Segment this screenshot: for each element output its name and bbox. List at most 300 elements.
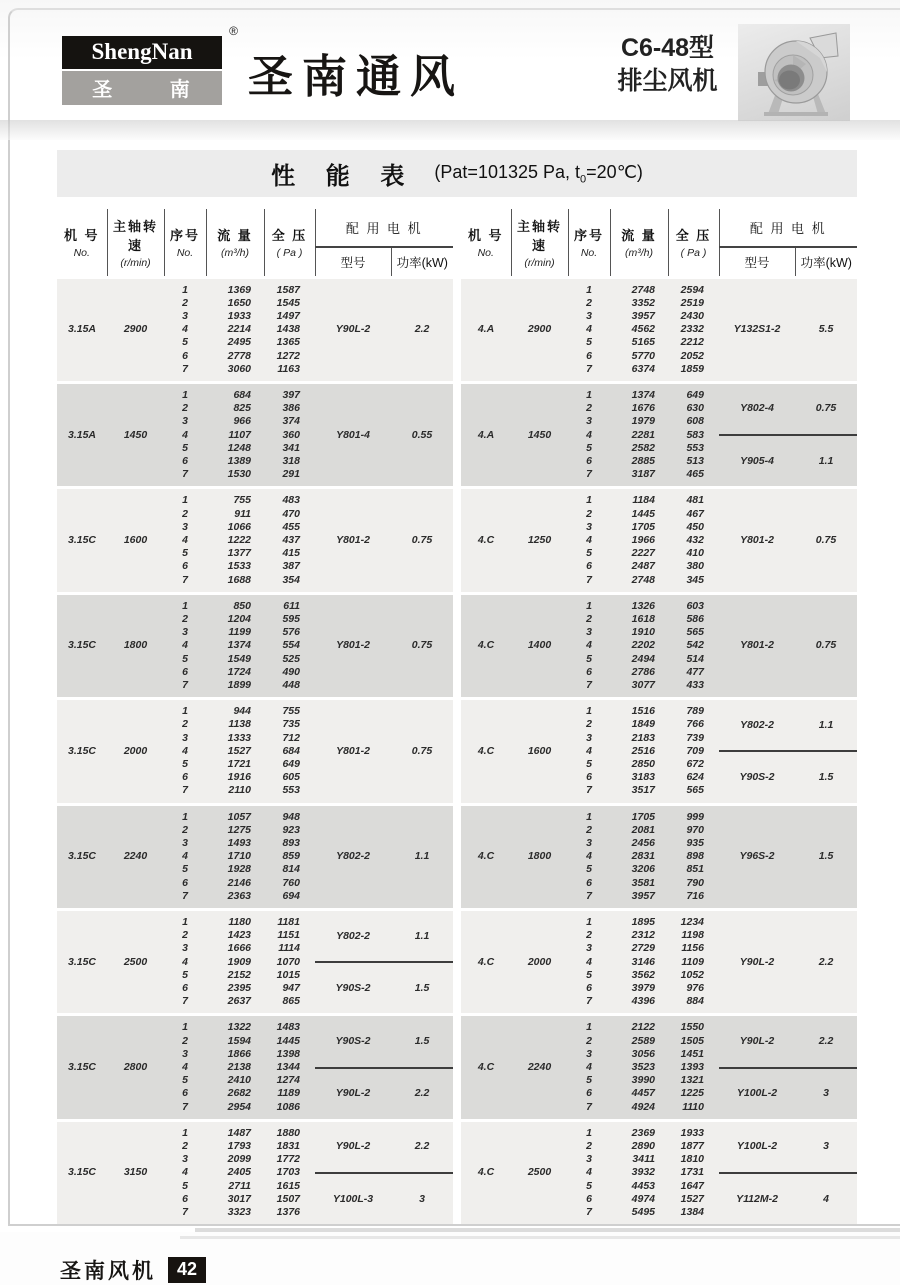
flow-cell: 755 (206, 488, 264, 508)
seq-cell: 4 (164, 745, 206, 758)
fan-model-cell: 3.15A (57, 277, 107, 382)
flow-cell: 1710 (206, 850, 264, 863)
pressure-cell: 1550 (668, 1015, 719, 1035)
motor-power: 1.1 (818, 718, 834, 731)
product-model-line1: C6-48型 (620, 34, 715, 62)
col-header: 全 压 ( Pa ) (264, 209, 315, 277)
pressure-cell: 595 (264, 613, 315, 626)
pressure-cell: 1181 (264, 910, 315, 930)
flow-cell: 2682 (206, 1087, 264, 1100)
pressure-cell: 2430 (668, 310, 719, 323)
seq-cell: 7 (164, 890, 206, 910)
flow-cell: 1199 (206, 626, 264, 639)
flow-cell: 3932 (610, 1166, 668, 1179)
flow-cell: 850 (206, 593, 264, 613)
flow-cell: 4562 (610, 323, 668, 336)
pressure-cell: 624 (668, 771, 719, 784)
flow-cell: 1487 (206, 1120, 264, 1140)
flow-cell: 2099 (206, 1153, 264, 1166)
flow-cell: 1928 (206, 863, 264, 876)
seq-cell: 7 (568, 1206, 610, 1224)
pressure-cell: 397 (264, 382, 315, 402)
flow-cell: 2954 (206, 1101, 264, 1121)
motor-power: 0.75 (815, 533, 837, 546)
seq-cell: 6 (164, 455, 206, 468)
motor-model: Y90S-2 (335, 981, 371, 994)
pressure-cell: 553 (264, 784, 315, 804)
motor-power: 4 (823, 1192, 829, 1205)
seq-cell: 1 (164, 382, 206, 402)
flow-cell: 2456 (610, 837, 668, 850)
motor-model: Y100L-2 (736, 1140, 778, 1153)
col-header-motor: 配 用 电 机 (315, 209, 453, 247)
pressure-cell: 603 (668, 593, 719, 613)
flow-cell: 2711 (206, 1180, 264, 1193)
pressure-cell: 1398 (264, 1048, 315, 1061)
fan-model-cell: 4.A (461, 277, 511, 382)
test-conditions: (Pat=101325 Pa, $t_0=20℃$) (434, 161, 643, 186)
seq-cell: 3 (164, 1048, 206, 1061)
flow-cell: 1333 (206, 732, 264, 745)
motor-power: 0.75 (411, 744, 433, 757)
seq-cell: 2 (568, 929, 610, 942)
header-shadow-band (0, 120, 900, 140)
pressure-cell: 525 (264, 653, 315, 666)
seq-cell: 1 (568, 1120, 610, 1140)
flow-cell: 2146 (206, 877, 264, 890)
col-header: 主轴转速 (r/min) (511, 209, 568, 277)
motor-model: Y96S-2 (739, 850, 775, 863)
fan-model-cell: 3.15C (57, 910, 107, 1015)
seq-cell: 5 (568, 336, 610, 349)
motor-model: Y802-4 (740, 402, 774, 415)
pressure-cell: 760 (264, 877, 315, 890)
table-group (57, 910, 453, 1015)
seq-cell: 4 (568, 534, 610, 547)
motor-power: 5.5 (818, 323, 834, 336)
flow-cell: 2495 (206, 336, 264, 349)
fan-model-cell: 4.C (461, 1120, 511, 1224)
seq-cell: 2 (568, 402, 610, 415)
table-header (57, 209, 453, 277)
pressure-cell: 712 (264, 732, 315, 745)
flow-cell: 2110 (206, 784, 264, 804)
pressure-cell: 684 (264, 745, 315, 758)
fan-model-cell: 3.15C (57, 699, 107, 804)
flow-cell: 3183 (610, 771, 668, 784)
seq-cell: 2 (568, 1035, 610, 1048)
seq-cell: 2 (164, 718, 206, 731)
seq-cell: 2 (568, 508, 610, 521)
pressure-cell: 893 (264, 837, 315, 850)
flow-cell: 1275 (206, 824, 264, 837)
page-number-badge: 42 (168, 1257, 206, 1283)
flow-cell: 1248 (206, 442, 264, 455)
flow-cell: 2202 (610, 639, 668, 652)
shaft-speed-cell: 1450 (107, 382, 164, 487)
flow-cell: 2122 (610, 1015, 668, 1035)
seq-cell: 3 (568, 521, 610, 534)
col-header: 流 量 (m³/h) (206, 209, 264, 277)
bottom-divider (195, 1228, 900, 1232)
seq-cell: 2 (568, 718, 610, 731)
flow-cell: 825 (206, 402, 264, 415)
perf-table-left (57, 209, 453, 1224)
seq-cell: 1 (164, 488, 206, 508)
pressure-cell: 1163 (264, 363, 315, 383)
flow-cell: 3017 (206, 1193, 264, 1206)
pressure-cell: 739 (668, 732, 719, 745)
seq-cell: 1 (568, 277, 610, 297)
pressure-cell: 387 (264, 560, 315, 573)
flow-cell: 1705 (610, 804, 668, 824)
seq-cell: 5 (164, 1180, 206, 1193)
pressure-cell: 1086 (264, 1101, 315, 1121)
motor-power: 1.5 (414, 981, 430, 994)
motor-model: Y90S-2 (335, 1034, 371, 1047)
pressure-cell: 709 (668, 745, 719, 758)
seq-cell: 4 (568, 323, 610, 336)
flow-cell: 1107 (206, 429, 264, 442)
seq-cell: 6 (568, 666, 610, 679)
flow-cell: 1389 (206, 455, 264, 468)
flow-cell: 1184 (610, 488, 668, 508)
seq-cell: 7 (164, 679, 206, 699)
flow-cell: 3523 (610, 1061, 668, 1074)
flow-cell: 1204 (206, 613, 264, 626)
seq-cell: 5 (568, 863, 610, 876)
fan-model-cell: 3.15C (57, 1120, 107, 1224)
product-model-line2: 排尘风机 (617, 66, 718, 95)
pressure-cell: 851 (668, 863, 719, 876)
seq-cell: 3 (568, 837, 610, 850)
flow-cell: 2885 (610, 455, 668, 468)
pressure-cell: 465 (668, 468, 719, 488)
motor-model: Y905-4 (740, 454, 774, 467)
pressure-cell: 1445 (264, 1035, 315, 1048)
registered-trademark-icon: ® (229, 24, 238, 38)
pressure-cell: 1831 (264, 1140, 315, 1153)
pressure-cell: 1859 (668, 363, 719, 383)
pressure-cell: 1234 (668, 910, 719, 930)
flow-cell: 1618 (610, 613, 668, 626)
pressure-cell: 1344 (264, 1061, 315, 1074)
pressure-cell: 433 (668, 679, 719, 699)
flow-cell: 1377 (206, 547, 264, 560)
flow-cell: 1966 (610, 534, 668, 547)
fan-model-cell: 3.15C (57, 1015, 107, 1120)
flow-cell: 3206 (610, 863, 668, 876)
motor-power: 1.1 (414, 929, 430, 942)
seq-cell: 6 (164, 350, 206, 363)
pressure-cell: 586 (668, 613, 719, 626)
seq-cell: 3 (164, 732, 206, 745)
motor-power: 1.5 (818, 850, 834, 863)
motor-power: 0.75 (815, 639, 837, 652)
seq-cell: 6 (164, 1193, 206, 1206)
flow-cell: 2214 (206, 323, 264, 336)
seq-cell: 4 (568, 956, 610, 969)
flow-cell: 4924 (610, 1101, 668, 1121)
flow-cell: 2748 (610, 277, 668, 297)
seq-cell: 7 (568, 784, 610, 804)
pressure-cell: 1225 (668, 1087, 719, 1100)
pressure-cell: 865 (264, 995, 315, 1015)
pressure-cell: 649 (264, 758, 315, 771)
pressure-cell: 716 (668, 890, 719, 910)
flow-cell: 1445 (610, 508, 668, 521)
pressure-cell: 1393 (668, 1061, 719, 1074)
seq-cell: 5 (568, 1074, 610, 1087)
seq-cell: 3 (164, 942, 206, 955)
flow-cell: 2890 (610, 1140, 668, 1153)
pressure-cell: 1810 (668, 1153, 719, 1166)
flow-cell: 3979 (610, 982, 668, 995)
seq-cell: 4 (164, 1061, 206, 1074)
pressure-cell: 354 (264, 574, 315, 594)
flow-cell: 1322 (206, 1015, 264, 1035)
fan-model-cell: 4.C (461, 488, 511, 593)
flow-cell: 3957 (610, 890, 668, 910)
fan-model-cell: 4.C (461, 593, 511, 698)
pressure-cell: 1647 (668, 1180, 719, 1193)
performance-tables (57, 209, 857, 1224)
motor-power: 3 (823, 1087, 829, 1100)
motor-model: Y90L-2 (335, 1140, 371, 1153)
flow-cell: 1793 (206, 1140, 264, 1153)
shaft-speed-cell: 1600 (107, 488, 164, 593)
flow-cell: 1594 (206, 1035, 264, 1048)
pressure-cell: 481 (668, 488, 719, 508)
seq-cell: 2 (164, 508, 206, 521)
motor-model: Y801-2 (336, 744, 370, 757)
flow-cell: 966 (206, 415, 264, 428)
flow-cell: 2312 (610, 929, 668, 942)
performance-title-bar (57, 150, 857, 197)
flow-cell: 1057 (206, 804, 264, 824)
pressure-cell: 1274 (264, 1074, 315, 1087)
pressure-cell: 432 (668, 534, 719, 547)
table-group (57, 1120, 453, 1224)
pressure-cell: 490 (264, 666, 315, 679)
seq-cell: 3 (568, 415, 610, 428)
seq-cell: 4 (164, 1166, 206, 1179)
flow-cell: 1979 (610, 415, 668, 428)
perf-table-right (461, 209, 857, 1224)
pressure-cell: 605 (264, 771, 315, 784)
col-header-motor: 配 用 电 机 (719, 209, 857, 247)
seq-cell: 5 (568, 969, 610, 982)
flow-cell: 1721 (206, 758, 264, 771)
pressure-cell: 1109 (668, 956, 719, 969)
flow-cell: 1374 (206, 639, 264, 652)
pressure-cell: 576 (264, 626, 315, 639)
bottom-divider-2 (180, 1236, 900, 1239)
flow-cell: 2369 (610, 1120, 668, 1140)
seq-cell: 5 (568, 1180, 610, 1193)
flow-cell: 2850 (610, 758, 668, 771)
flow-cell: 3411 (610, 1153, 668, 1166)
flow-cell: 3957 (610, 310, 668, 323)
pressure-cell: 374 (264, 415, 315, 428)
pressure-cell: 1507 (264, 1193, 315, 1206)
flow-cell: 1493 (206, 837, 264, 850)
pressure-cell: 1110 (668, 1101, 719, 1121)
flow-cell: 1724 (206, 666, 264, 679)
motor-model: Y100L-2 (736, 1087, 778, 1100)
motor-model: Y90L-2 (335, 323, 371, 336)
seq-cell: 1 (164, 593, 206, 613)
seq-cell: 4 (568, 745, 610, 758)
flow-cell: 1899 (206, 679, 264, 699)
shaft-speed-cell: 1800 (511, 804, 568, 909)
motor-model: Y90S-2 (739, 770, 775, 783)
pressure-cell: 1070 (264, 956, 315, 969)
flow-cell: 1369 (206, 277, 264, 297)
pressure-cell: 1156 (668, 942, 719, 955)
flow-cell: 2494 (610, 653, 668, 666)
motor-model: Y90L-2 (739, 1034, 775, 1047)
col-header-motor-model: 型号 (315, 247, 391, 277)
col-header: 机 号 No. (57, 209, 107, 277)
table-group (57, 593, 453, 698)
flow-cell: 2516 (610, 745, 668, 758)
seq-cell: 4 (164, 956, 206, 969)
table-group (57, 1015, 453, 1120)
seq-cell: 1 (568, 804, 610, 824)
flow-cell: 1180 (206, 910, 264, 930)
seq-cell: 6 (164, 982, 206, 995)
pressure-cell: 1321 (668, 1074, 719, 1087)
col-header: 机 号 No. (461, 209, 511, 277)
pressure-cell: 948 (264, 804, 315, 824)
pressure-cell: 1052 (668, 969, 719, 982)
table-group (461, 382, 857, 487)
seq-cell: 6 (164, 1087, 206, 1100)
motor-power: 3 (419, 1192, 425, 1205)
seq-cell: 1 (164, 1120, 206, 1140)
table-group (461, 1120, 857, 1224)
seq-cell: 7 (568, 1101, 610, 1121)
shaft-speed-cell: 2800 (107, 1015, 164, 1120)
pressure-cell: 565 (668, 784, 719, 804)
motor-model: Y802-2 (336, 850, 370, 863)
table-group (57, 277, 453, 382)
seq-cell: 7 (164, 1206, 206, 1224)
pressure-cell: 1505 (668, 1035, 719, 1048)
seq-cell: 4 (568, 639, 610, 652)
pressure-cell: 672 (668, 758, 719, 771)
motor-power: 1.1 (414, 850, 430, 863)
pressure-cell: 1703 (264, 1166, 315, 1179)
motor-power: 2.2 (818, 955, 834, 968)
flow-cell: 1866 (206, 1048, 264, 1061)
flow-cell: 1849 (610, 718, 668, 731)
seq-cell: 5 (164, 442, 206, 455)
seq-cell: 1 (164, 804, 206, 824)
pressure-cell: 2519 (668, 297, 719, 310)
pressure-cell: 470 (264, 508, 315, 521)
flow-cell: 2831 (610, 850, 668, 863)
flow-cell: 2152 (206, 969, 264, 982)
flow-cell: 1138 (206, 718, 264, 731)
seq-cell: 5 (164, 969, 206, 982)
pressure-cell: 1497 (264, 310, 315, 323)
seq-cell: 4 (164, 639, 206, 652)
shaft-speed-cell: 3150 (107, 1120, 164, 1224)
flow-cell: 1910 (610, 626, 668, 639)
flow-cell: 3517 (610, 784, 668, 804)
performance-title: 性 能 表 (271, 163, 417, 190)
fan-product-image (738, 24, 850, 121)
pressure-cell: 513 (668, 455, 719, 468)
seq-cell: 1 (164, 1015, 206, 1035)
fan-model-cell: 3.15C (57, 804, 107, 909)
pressure-cell: 318 (264, 455, 315, 468)
pressure-cell: 450 (668, 521, 719, 534)
pressure-cell: 1272 (264, 350, 315, 363)
flow-cell: 2395 (206, 982, 264, 995)
pressure-cell: 514 (668, 653, 719, 666)
seq-cell: 1 (164, 699, 206, 719)
flow-cell: 1666 (206, 942, 264, 955)
seq-cell: 5 (164, 1074, 206, 1087)
seq-cell: 6 (568, 771, 610, 784)
table-group (461, 488, 857, 593)
shaft-speed-cell: 1450 (511, 382, 568, 487)
pressure-cell: 1451 (668, 1048, 719, 1061)
table-group (461, 593, 857, 698)
seq-cell: 7 (164, 363, 206, 383)
page-footer (60, 1255, 900, 1285)
flow-cell: 2363 (206, 890, 264, 910)
seq-cell: 1 (568, 1015, 610, 1035)
flow-cell: 1650 (206, 297, 264, 310)
pressure-cell: 1198 (668, 929, 719, 942)
seq-cell: 2 (568, 297, 610, 310)
flow-cell: 2183 (610, 732, 668, 745)
pressure-cell: 608 (668, 415, 719, 428)
pressure-cell: 1365 (264, 336, 315, 349)
flow-cell: 1909 (206, 956, 264, 969)
motor-model: Y100L-3 (332, 1192, 374, 1205)
pressure-cell: 935 (668, 837, 719, 850)
seq-cell: 5 (568, 653, 610, 666)
motor-power: 0.75 (411, 533, 433, 546)
seq-cell: 3 (568, 732, 610, 745)
col-header: 序号 No. (164, 209, 206, 277)
seq-cell: 2 (164, 1035, 206, 1048)
pressure-cell: 1731 (668, 1166, 719, 1179)
flow-cell: 1705 (610, 521, 668, 534)
pressure-cell: 386 (264, 402, 315, 415)
shaft-speed-cell: 1400 (511, 593, 568, 698)
flow-cell: 2582 (610, 442, 668, 455)
pressure-cell: 380 (668, 560, 719, 573)
table-group (461, 910, 857, 1015)
motor-model: Y801-2 (740, 533, 774, 546)
pressure-cell: 542 (668, 639, 719, 652)
flow-cell: 2729 (610, 942, 668, 955)
flow-cell: 2138 (206, 1061, 264, 1074)
seq-cell: 3 (164, 1153, 206, 1166)
pressure-cell: 437 (264, 534, 315, 547)
pressure-cell: 1384 (668, 1206, 719, 1224)
pressure-cell: 415 (264, 547, 315, 560)
flow-cell: 6374 (610, 363, 668, 383)
shaft-speed-cell: 2500 (107, 910, 164, 1015)
table-group (461, 699, 857, 804)
